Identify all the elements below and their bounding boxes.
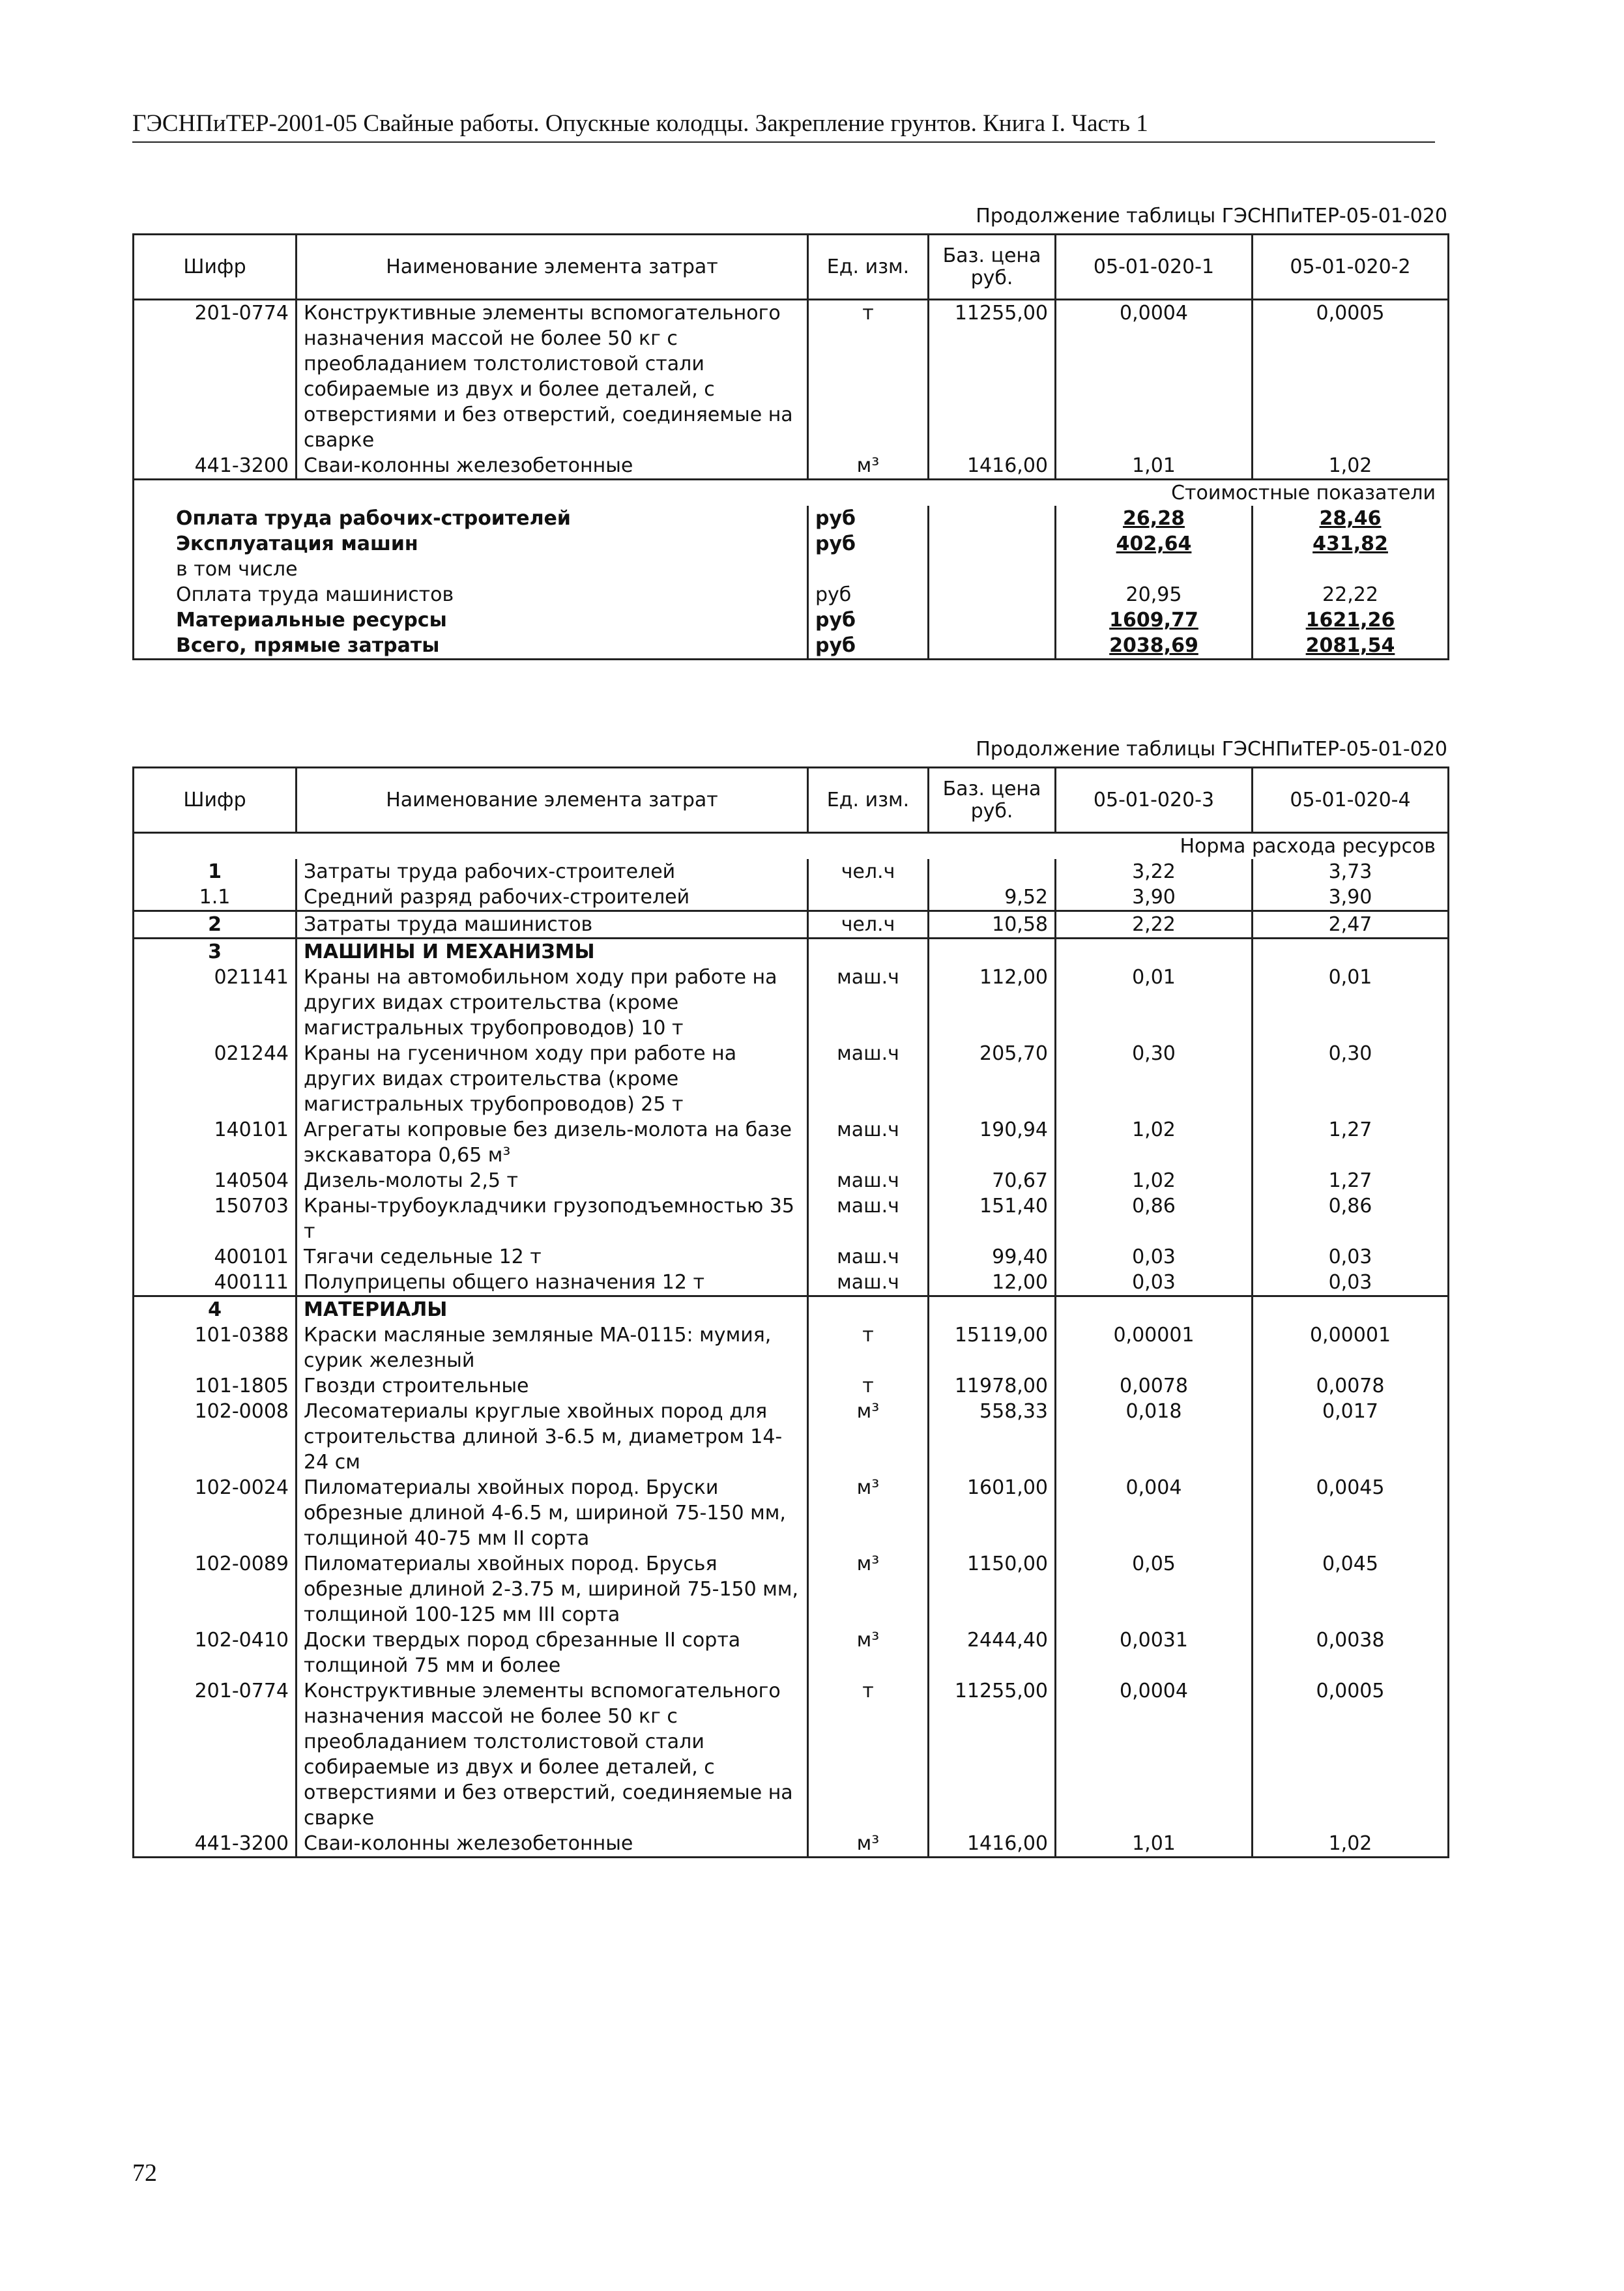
base-price: 99,40	[929, 1244, 1056, 1270]
table-row	[134, 939, 1449, 965]
base-price: 1416,00	[929, 453, 1056, 480]
norm-value: 3,73	[1253, 859, 1449, 884]
total-value: 2038,69	[1056, 633, 1253, 660]
resource-name: МАШИНЫ И МЕХАНИЗМЫ	[297, 939, 808, 965]
page-header: ГЭСНПиТЕР-2001-05 Свайные работы. Опускные колодцы. Закрепление грунтов. Книга I. Часть 1	[132, 109, 1435, 143]
resource-name: МАТЕРИАЛЫ	[297, 1296, 808, 1323]
col-header-code: Шифр	[134, 235, 297, 300]
totals-row	[134, 531, 1449, 557]
resource-unit	[808, 1296, 929, 1323]
table-row	[134, 1168, 1449, 1193]
resource-code: 1.1	[134, 884, 297, 911]
table-row	[134, 1399, 1449, 1475]
resource-code: 101-1805	[134, 1373, 297, 1399]
resource-name: Затраты труда рабочих-строителей	[297, 859, 808, 884]
resource-unit: м³	[808, 1831, 929, 1858]
norm-value: 1,01	[1056, 1831, 1253, 1858]
norm-value: 0,00001	[1056, 1322, 1253, 1373]
table1-caption: Продолжение таблицы ГЭСНПиТЕР-05-01-020	[976, 205, 1447, 227]
norm-value: 0,86	[1056, 1193, 1253, 1244]
table-row	[134, 911, 1449, 939]
total-value: 28,46	[1253, 506, 1449, 531]
norm-value: 0,0045	[1253, 1475, 1449, 1551]
resource-name: Средний разряд рабочих-строителей	[297, 884, 808, 911]
resource-unit: чел.ч	[808, 859, 929, 884]
norm-value: 0,01	[1056, 965, 1253, 1041]
base-price: 112,00	[929, 965, 1056, 1041]
norm-value: 0,0005	[1253, 300, 1449, 454]
norm-value: 0,0005	[1253, 1678, 1449, 1831]
total-name: Материальные ресурсы	[134, 607, 808, 633]
resource-unit: маш.ч	[808, 1244, 929, 1270]
section-label: Стоимостные показатели	[134, 480, 1449, 506]
base-price	[929, 1296, 1056, 1323]
section-label-row	[134, 480, 1449, 506]
cost-table-2	[132, 766, 1449, 1858]
resource-code: 021244	[134, 1041, 297, 1117]
norm-value: 1,27	[1253, 1168, 1449, 1193]
total-name: Оплата труда рабочих-строителей	[134, 506, 808, 531]
total-value: 22,22	[1253, 582, 1449, 607]
resource-unit	[808, 884, 929, 911]
resource-name: Пиломатериалы хвойных пород. Брусья обрезные длиной 2-3.75 м, шириной 75-150 мм, толщиной 100-125 мм III сорта	[297, 1551, 808, 1627]
total-price	[929, 582, 1056, 607]
resource-code: 021141	[134, 965, 297, 1041]
norm-value: 0,018	[1056, 1399, 1253, 1475]
resource-code: 2	[134, 911, 297, 939]
norm-value: 1,01	[1056, 453, 1253, 480]
resource-name: Сваи-колонны железобетонные	[297, 1831, 808, 1858]
resource-code: 1	[134, 859, 297, 884]
resource-name: Дизель-молоты 2,5 т	[297, 1168, 808, 1193]
base-price: 11978,00	[929, 1373, 1056, 1399]
norm-value: 1,27	[1253, 1117, 1449, 1168]
resource-name: Конструктивные элементы вспомогательного назначения массой не более 50 кг с преобладанием толстолистовой стали собираемые из двух и более деталей, с отверстиями и без отверстий, соединяемые на сварке	[297, 1678, 808, 1831]
table-row	[134, 859, 1449, 884]
resource-unit: маш.ч	[808, 1193, 929, 1244]
table-row	[134, 1475, 1449, 1551]
section-label-row	[134, 833, 1449, 860]
resource-name: Лесоматериалы круглые хвойных пород для строительства длиной 3-6.5 м, диаметром 14-24 см	[297, 1399, 808, 1475]
total-value: 402,64	[1056, 531, 1253, 557]
total-unit: руб	[808, 506, 929, 531]
norm-value: 2,47	[1253, 911, 1449, 939]
table-row	[134, 1244, 1449, 1270]
resource-unit: маш.ч	[808, 1168, 929, 1193]
total-price	[929, 633, 1056, 660]
col-header-code: Шифр	[134, 768, 297, 833]
norm-value	[1056, 939, 1253, 965]
table1-body	[134, 300, 1449, 660]
resource-code: 150703	[134, 1193, 297, 1244]
table-row	[134, 965, 1449, 1041]
table-row	[134, 1322, 1449, 1373]
resource-name: Затраты труда машинистов	[297, 911, 808, 939]
norm-value: 0,045	[1253, 1551, 1449, 1627]
norm-value: 0,01	[1253, 965, 1449, 1041]
norm-value: 1,02	[1056, 1117, 1253, 1168]
base-price: 70,67	[929, 1168, 1056, 1193]
table-row	[134, 1373, 1449, 1399]
norm-value	[1056, 1296, 1253, 1323]
base-price: 9,52	[929, 884, 1056, 911]
norm-value: 0,03	[1056, 1270, 1253, 1296]
resource-unit: м³	[808, 1551, 929, 1627]
total-unit	[808, 557, 929, 582]
total-name: Эксплуатация машин	[134, 531, 808, 557]
resource-code: 3	[134, 939, 297, 965]
col-header-norm-3: 05-01-020-3	[1056, 768, 1253, 833]
norm-value: 0,05	[1056, 1551, 1253, 1627]
total-price	[929, 506, 1056, 531]
base-price: 1150,00	[929, 1551, 1056, 1627]
col-header-price: Баз. цена руб.	[929, 235, 1056, 300]
table2-caption: Продолжение таблицы ГЭСНПиТЕР-05-01-020	[976, 738, 1447, 761]
table-row	[134, 453, 1449, 480]
norm-value: 0,03	[1253, 1270, 1449, 1296]
norm-value: 3,22	[1056, 859, 1253, 884]
resource-name: Гвозди строительные	[297, 1373, 808, 1399]
total-unit: руб	[808, 531, 929, 557]
resource-code: 140101	[134, 1117, 297, 1168]
total-value: 26,28	[1056, 506, 1253, 531]
col-header-unit: Ед. изм.	[808, 768, 929, 833]
table-row	[134, 1551, 1449, 1627]
total-value: 2081,54	[1253, 633, 1449, 660]
resource-unit: маш.ч	[808, 1041, 929, 1117]
resource-unit: чел.ч	[808, 911, 929, 939]
cost-table-1	[132, 233, 1449, 660]
resource-unit: т	[808, 1322, 929, 1373]
base-price: 558,33	[929, 1399, 1056, 1475]
norm-value: 0,03	[1056, 1244, 1253, 1270]
col-header-name: Наименование элемента затрат	[297, 235, 808, 300]
resource-name: Агрегаты копровые без дизель-молота на базе экскаватора 0,65 м³	[297, 1117, 808, 1168]
table2-body	[134, 833, 1449, 1858]
resource-unit: м³	[808, 1475, 929, 1551]
resource-code: 400111	[134, 1270, 297, 1296]
resource-unit: маш.ч	[808, 1117, 929, 1168]
total-name: в том числе	[134, 557, 808, 582]
total-value: 20,95	[1056, 582, 1253, 607]
total-value: 431,82	[1253, 531, 1449, 557]
table-row	[134, 300, 1449, 454]
norm-value	[1253, 1296, 1449, 1323]
total-name: Оплата труда машинистов	[134, 582, 808, 607]
table-row	[134, 1627, 1449, 1678]
norm-value: 1,02	[1253, 1831, 1449, 1858]
col-header-unit: Ед. изм.	[808, 235, 929, 300]
page-number: 72	[132, 2159, 157, 2187]
table-row	[134, 1270, 1449, 1296]
norm-value: 0,86	[1253, 1193, 1449, 1244]
total-unit: руб	[808, 607, 929, 633]
resource-name: Пиломатериалы хвойных пород. Бруски обрезные длиной 4-6.5 м, шириной 75-150 мм, толщиной 40-75 мм II сорта	[297, 1475, 808, 1551]
resource-unit: маш.ч	[808, 965, 929, 1041]
resource-name: Краны на гусеничном ходу при работе на других видах строительства (кроме магистральных трубопроводов) 25 т	[297, 1041, 808, 1117]
resource-unit: т	[808, 1678, 929, 1831]
base-price: 190,94	[929, 1117, 1056, 1168]
table-row	[134, 1041, 1449, 1117]
norm-value: 2,22	[1056, 911, 1253, 939]
base-price: 12,00	[929, 1270, 1056, 1296]
norm-value: 0,00001	[1253, 1322, 1449, 1373]
total-price	[929, 557, 1056, 582]
total-price	[929, 531, 1056, 557]
norm-value: 0,004	[1056, 1475, 1253, 1551]
col-header-price: Баз. цена руб.	[929, 768, 1056, 833]
resource-code: 102-0089	[134, 1551, 297, 1627]
resource-unit: т	[808, 300, 929, 454]
resource-code: 102-0008	[134, 1399, 297, 1475]
resource-unit	[808, 939, 929, 965]
base-price: 2444,40	[929, 1627, 1056, 1678]
total-value	[1253, 557, 1449, 582]
norm-value: 0,30	[1253, 1041, 1449, 1117]
col-header-norm-2: 05-01-020-2	[1253, 235, 1449, 300]
resource-name: Тягачи седельные 12 т	[297, 1244, 808, 1270]
table-row	[134, 884, 1449, 911]
total-value: 1621,26	[1253, 607, 1449, 633]
resource-name: Сваи-колонны железобетонные	[297, 453, 808, 480]
base-price: 11255,00	[929, 300, 1056, 454]
total-name: Всего, прямые затраты	[134, 633, 808, 660]
resource-code: 441-3200	[134, 453, 297, 480]
base-price: 1416,00	[929, 1831, 1056, 1858]
resource-code: 441-3200	[134, 1831, 297, 1858]
norm-value: 0,0078	[1056, 1373, 1253, 1399]
resource-name: Краны-трубоукладчики грузоподъемностью 35 т	[297, 1193, 808, 1244]
table-row	[134, 1193, 1449, 1244]
total-unit: руб	[808, 582, 929, 607]
total-value: 1609,77	[1056, 607, 1253, 633]
base-price: 15119,00	[929, 1322, 1056, 1373]
resource-name: Конструктивные элементы вспомогательного назначения массой не более 50 кг с преобладанием толстолистовой стали собираемые из двух и более деталей, с отверстиями и без отверстий, соединяемые на сварке	[297, 300, 808, 454]
table-row	[134, 1117, 1449, 1168]
total-price	[929, 607, 1056, 633]
resource-unit: маш.ч	[808, 1270, 929, 1296]
norm-value: 3,90	[1056, 884, 1253, 911]
resource-name: Доски твердых пород сбрезанные II сорта толщиной 75 мм и более	[297, 1627, 808, 1678]
total-unit: руб	[808, 633, 929, 660]
resource-code: 400101	[134, 1244, 297, 1270]
totals-row	[134, 506, 1449, 531]
resource-name: Краски масляные земляные МА-0115: мумия, сурик железный	[297, 1322, 808, 1373]
resource-code: 102-0024	[134, 1475, 297, 1551]
resource-code: 101-0388	[134, 1322, 297, 1373]
base-price: 205,70	[929, 1041, 1056, 1117]
resource-code: 140504	[134, 1168, 297, 1193]
norm-value: 0,03	[1253, 1244, 1449, 1270]
norm-value: 0,0038	[1253, 1627, 1449, 1678]
base-price: 1601,00	[929, 1475, 1056, 1551]
norm-value: 3,90	[1253, 884, 1449, 911]
base-price	[929, 939, 1056, 965]
table-row	[134, 1296, 1449, 1323]
resource-name: Полуприцепы общего назначения 12 т	[297, 1270, 808, 1296]
base-price: 151,40	[929, 1193, 1056, 1244]
resource-unit: м³	[808, 1399, 929, 1475]
norm-value: 1,02	[1056, 1168, 1253, 1193]
norm-value: 1,02	[1253, 453, 1449, 480]
resource-unit: м³	[808, 453, 929, 480]
base-price: 11255,00	[929, 1678, 1056, 1831]
section-label: Норма расхода ресурсов	[134, 833, 1449, 860]
resource-code: 102-0410	[134, 1627, 297, 1678]
norm-value: 0,0078	[1253, 1373, 1449, 1399]
norm-value: 0,0004	[1056, 1678, 1253, 1831]
col-header-norm-1: 05-01-020-1	[1056, 235, 1253, 300]
norm-value: 0,30	[1056, 1041, 1253, 1117]
table-row	[134, 1831, 1449, 1858]
norm-value: 0,017	[1253, 1399, 1449, 1475]
col-header-name: Наименование элемента затрат	[297, 768, 808, 833]
table1-header-row	[134, 235, 1449, 300]
resource-name: Краны на автомобильном ходу при работе на других видах строительства (кроме магистральных трубопроводов) 10 т	[297, 965, 808, 1041]
base-price	[929, 859, 1056, 884]
table2-header-row	[134, 768, 1449, 833]
table-row	[134, 1678, 1449, 1831]
totals-row	[134, 582, 1449, 607]
base-price: 10,58	[929, 911, 1056, 939]
resource-unit: т	[808, 1373, 929, 1399]
norm-value: 0,0031	[1056, 1627, 1253, 1678]
totals-row	[134, 607, 1449, 633]
resource-code: 201-0774	[134, 300, 297, 454]
norm-value: 0,0004	[1056, 300, 1253, 454]
resource-unit: м³	[808, 1627, 929, 1678]
norm-value	[1253, 939, 1449, 965]
col-header-norm-4: 05-01-020-4	[1253, 768, 1449, 833]
total-value	[1056, 557, 1253, 582]
totals-row	[134, 633, 1449, 660]
resource-code: 4	[134, 1296, 297, 1323]
totals-row	[134, 557, 1449, 582]
resource-code: 201-0774	[134, 1678, 297, 1831]
